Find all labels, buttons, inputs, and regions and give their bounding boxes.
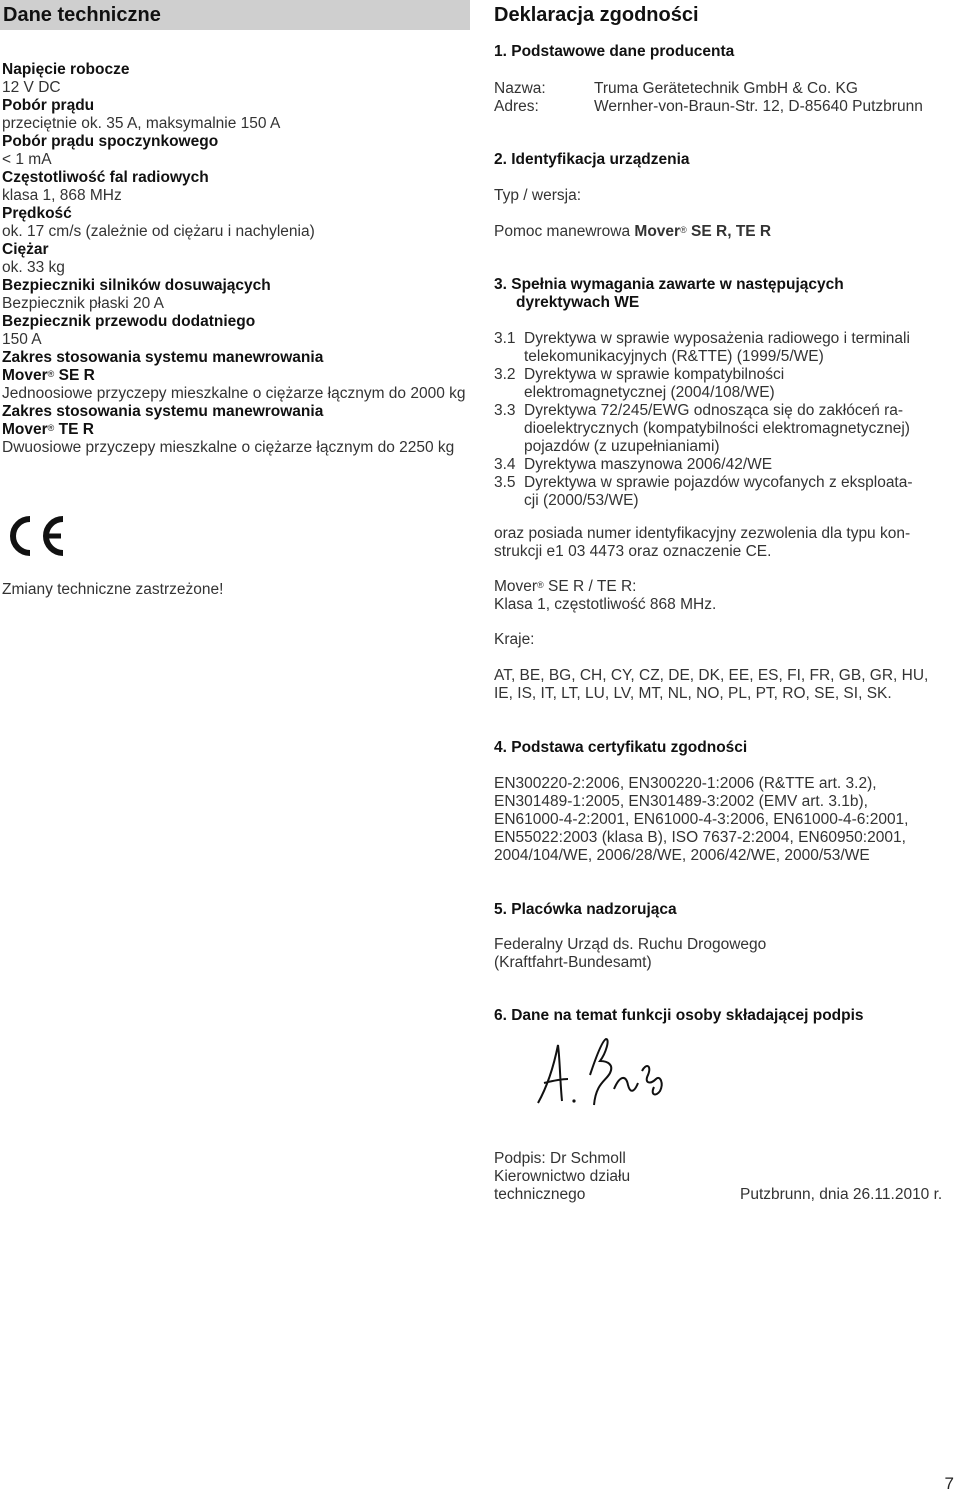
- directive-line: Dyrektywa maszynowa 2006/42/WE: [524, 456, 773, 473]
- name-value: Truma Gerätetechnik GmbH & Co. KG: [594, 80, 858, 97]
- spec-list: [2, 61, 468, 457]
- directive-line: Dyrektywa 72/245/EWG odnosząca się do zakłóceń ra-: [524, 402, 904, 419]
- countries-line: IE, IS, IT, LT, LU, LV, MT, NL, NO, PL, PT, RO, SE, SI, SK.: [494, 685, 892, 702]
- authority-line: Federalny Urząd ds. Ruchu Drogowego: [494, 936, 767, 953]
- directive-number: 3.4: [494, 456, 516, 473]
- directive-line: cji (2000/53/WE): [524, 492, 639, 509]
- model-variant: TE R: [58, 421, 94, 438]
- directive-line: dioelektrycznych (kompatybilności elektromagnetycznej): [524, 420, 910, 437]
- spec-value: 150 A: [2, 331, 42, 348]
- directive-line: pojazdów (z uzupełnianiami): [524, 438, 720, 455]
- mover-line: [494, 578, 716, 596]
- ce-mark-icon: [2, 513, 68, 564]
- signatory-block: [494, 1150, 630, 1204]
- directive-item: [494, 474, 960, 510]
- spec-item: [2, 97, 468, 133]
- spec-label: Pobór prądu: [2, 97, 95, 114]
- signatory-name: Podpis: Dr Schmoll: [494, 1150, 626, 1167]
- directive-line: elektromagnetycznej (2004/108/WE): [524, 384, 775, 401]
- device-model: Mover: [634, 223, 681, 240]
- directive-number: 3.3: [494, 402, 516, 419]
- manufacturer-name-row: [494, 80, 960, 98]
- standard-line: EN300220-2:2006, EN300220-1:2006 (R&TTE art. 3.2),: [494, 775, 877, 792]
- identification-line: strukcji e1 03 4473 oraz oznaczenie CE.: [494, 543, 772, 560]
- directive-item: [494, 456, 960, 474]
- spec-item: [2, 61, 468, 97]
- directive-text: [524, 366, 784, 402]
- directive-item: [494, 330, 960, 366]
- spec-value: ok. 17 cm/s (zależnie od ciężaru i nachylenia): [2, 223, 315, 240]
- registered-mark: ®: [47, 423, 55, 433]
- directive-item: [494, 402, 960, 456]
- directive-line: telekomunikacyjnych (R&TTE) (1999/5/WE): [524, 348, 824, 365]
- section-3-heading: [494, 276, 844, 312]
- directive-text: [524, 456, 772, 474]
- ce-mark-svg: [2, 513, 68, 559]
- signatory-role: technicznego: [494, 1186, 586, 1203]
- usage-value: Dwuosiowe przyczepy mieszkalne o ciężarze łącznym do 2250 kg: [2, 439, 455, 456]
- countries-label: Kraje:: [494, 631, 535, 648]
- usage-model: [2, 367, 468, 385]
- directive-number: 3.5: [494, 474, 516, 491]
- manufacturer-block: [494, 80, 960, 116]
- spec-value: 12 V DC: [2, 79, 61, 96]
- registered-mark: ®: [47, 369, 55, 379]
- spec-label: Napięcie robocze: [2, 61, 130, 78]
- spec-label: Częstotliwość fal radiowych: [2, 169, 209, 186]
- page-number: 7: [944, 1474, 954, 1493]
- mover-model: Mover: [494, 578, 538, 595]
- countries-line: AT, BE, BG, CH, CY, CZ, DE, DK, EE, ES, FI, FR, GB, GR, HU,: [494, 667, 929, 684]
- manufacturer-address-row: [494, 98, 960, 116]
- class-line: Klasa 1, częstotliwość 868 MHz.: [494, 596, 717, 613]
- section-4-heading: 4. Podstawa certyfikatu zgodności: [494, 739, 748, 756]
- directive-text: [524, 402, 910, 456]
- directive-number: 3.1: [494, 330, 516, 347]
- device-line: [494, 223, 771, 241]
- authority-block: [494, 936, 766, 972]
- registered-mark: ®: [537, 580, 544, 590]
- directive-number: 3.2: [494, 366, 516, 383]
- directive-line: Dyrektywa w sprawie kompatybilności: [524, 366, 785, 383]
- signature-image: [530, 1035, 680, 1120]
- countries-list: [494, 667, 928, 703]
- spec-label: Bezpiecznik przewodu dodatniego: [2, 313, 256, 330]
- address-value: Wernher-von-Braun-Str. 12, D-85640 Putzbrunn: [594, 98, 923, 115]
- spec-item: [2, 133, 468, 169]
- section-5-heading: 5. Placówka nadzorująca: [494, 901, 677, 918]
- standards-list: [494, 775, 909, 865]
- directive-line: Dyrektywa w sprawie pojazdów wycofanych z eksploata-: [524, 474, 913, 491]
- usage-item: [2, 349, 468, 403]
- directives-list: [494, 330, 960, 510]
- standard-line: EN301489-1:2005, EN301489-3:2002 (EMV art. 3.1b),: [494, 793, 868, 810]
- technical-data-title: Dane techniczne: [0, 0, 470, 30]
- directive-item: [494, 366, 960, 402]
- model-variant: SE R: [58, 367, 95, 384]
- section-2-heading: 2. Identyfikacja urządzenia: [494, 151, 690, 168]
- usage-label: Zakres stosowania systemu manewrowania: [2, 349, 324, 366]
- spec-item: [2, 241, 468, 277]
- spec-value: klasa 1, 868 MHz: [2, 187, 122, 204]
- authority-line: (Kraftfahrt-Bundesamt): [494, 954, 652, 971]
- spec-value: Bezpiecznik płaski 20 A: [2, 295, 164, 312]
- signatory-role: Kierownictwo działu: [494, 1168, 631, 1185]
- declaration-column: [494, 0, 960, 30]
- radio-class-block: [494, 578, 716, 614]
- directive-text: [524, 474, 913, 510]
- standard-line: EN55022:2003 (klasa B), ISO 7637-2:2004, EN60950:2001,: [494, 829, 906, 846]
- usage-label: Zakres stosowania systemu manewrowania: [2, 403, 324, 420]
- standard-line: 2004/104/WE, 2006/28/WE, 2006/42/WE, 2000/53/WE: [494, 847, 870, 864]
- directive-line: Dyrektywa w sprawie wyposażenia radiowego i terminali: [524, 330, 910, 347]
- type-label: Typ / wersja:: [494, 187, 581, 204]
- mover-variants: SE R / TE R:: [548, 578, 637, 595]
- model-name: Mover: [2, 367, 48, 384]
- spec-label: Prędkość: [2, 205, 72, 222]
- section-3-heading-line: 3. Spełnia wymagania zawarte w następujących: [494, 276, 844, 293]
- usage-value: Jednoosiowe przyczepy mieszkalne o ciężarze łącznym do 2000 kg: [2, 385, 466, 402]
- spec-value: < 1 mA: [2, 151, 52, 168]
- spec-label: Pobór prądu spoczynkowego: [2, 133, 219, 150]
- technical-changes-note: Zmiany techniczne zastrzeżone!: [2, 581, 224, 598]
- model-name: Mover: [2, 421, 48, 438]
- spec-label: Ciężar: [2, 241, 49, 258]
- name-label: Nazwa:: [494, 80, 546, 97]
- spec-item: [2, 169, 468, 205]
- spec-item: [2, 277, 468, 313]
- spec-item: [2, 313, 468, 349]
- signature-svg: [530, 1035, 680, 1115]
- spec-value: ok. 33 kg: [2, 259, 65, 276]
- directive-text: [524, 330, 910, 366]
- section-6-heading: 6. Dane na temat funkcji osoby składającej podpis: [494, 1007, 864, 1024]
- section-3-heading-line: dyrektywach WE: [516, 294, 640, 311]
- spec-value: przeciętnie ok. 35 A, maksymalnie 150 A: [2, 115, 281, 132]
- spec-item: [2, 205, 468, 241]
- address-label: Adres:: [494, 98, 539, 115]
- usage-model: [2, 421, 468, 439]
- device-prefix: Pomoc manewrowa: [494, 223, 631, 240]
- device-variants: SE R, TE R: [691, 223, 772, 240]
- identification-paragraph: [494, 525, 910, 561]
- place-date: Putzbrunn, dnia 26.11.2010 r.: [740, 1186, 943, 1203]
- technical-data-column: [0, 0, 470, 30]
- standard-line: EN61000-4-2:2001, EN61000-4-3:2006, EN61000-4-6:2001,: [494, 811, 909, 828]
- declaration-title: Deklaracja zgodności: [494, 4, 699, 26]
- section-1-heading: 1. Podstawowe dane producenta: [494, 43, 735, 60]
- usage-item: [2, 403, 468, 457]
- spec-label: Bezpieczniki silników dosuwających: [2, 277, 271, 294]
- identification-line: oraz posiada numer identyfikacyjny zezwolenia dla typu kon-: [494, 525, 911, 542]
- registered-mark: ®: [680, 225, 687, 235]
